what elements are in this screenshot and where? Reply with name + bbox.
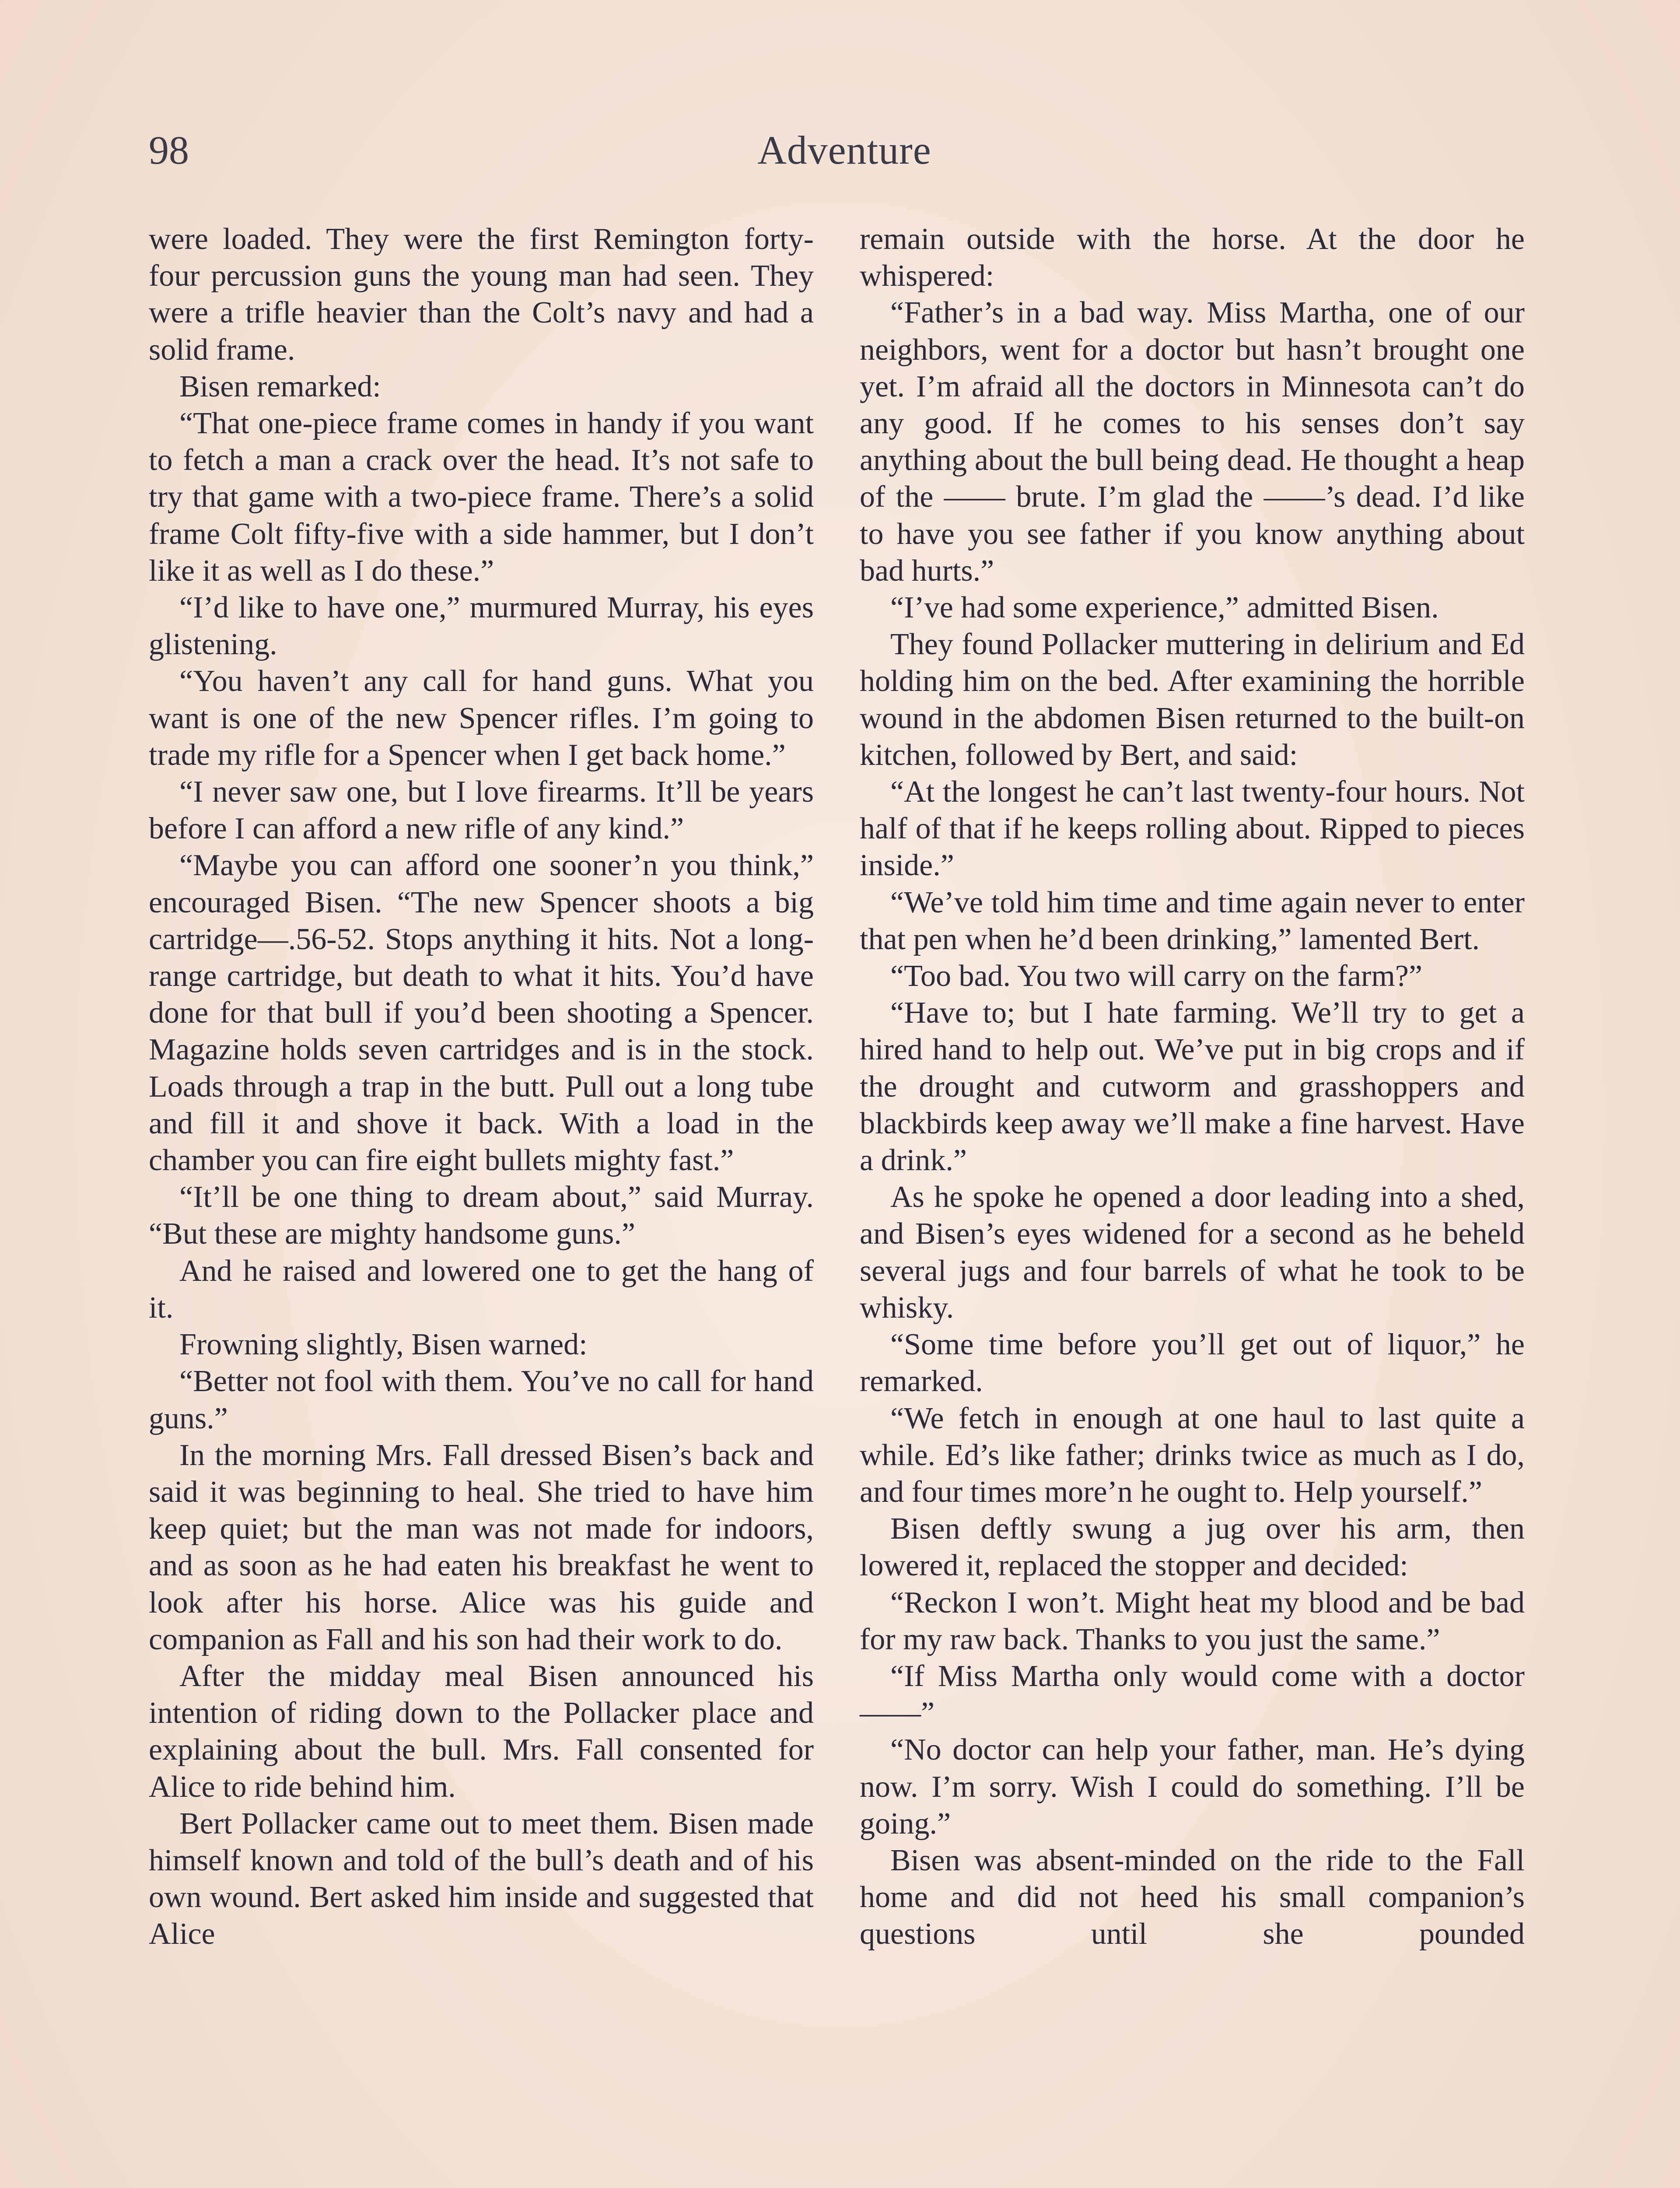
- paragraph: After the midday meal Bisen announced his intention of riding down to the Pollacker place and explaining about the bull. Mrs. Fall consented for Alice to ride behind him.: [149, 1659, 814, 1804]
- paragraph: “It’ll be one thing to dream about,” said Murray. “But these are mighty handsome guns.”: [149, 1180, 814, 1251]
- paragraph: “Maybe you can afford one sooner’n you think,” encouraged Bisen. “The new Spencer shoots a big cartridge—.56-52. Stops anything it hits. Not a long-range cartridge, but death to what it hits. You’d have done for that bull if you’d been shooting a Spencer. Magazine holds seven cartridges and is in the stock. Loads through a trap in the butt. Pull out a long tube and fill it and shove it back. With a load in the chamber you can fire eight bullets mighty fast.”: [149, 849, 814, 1178]
- paragraph: As he spoke he opened a door leading into a shed, and Bisen’s eyes widened for a second as he beheld several jugs and four barrels of what he took to be whisky.: [860, 1180, 1525, 1325]
- paragraph: “Father’s in a bad way. Miss Martha, one of our neighbors, went for a doctor but hasn’t brought one yet. I’m afraid all the doctors in Minnesota can’t do any good. If he comes to his senses don’t say anything about the bull being dead. He thought a heap of the —— brute. I’m glad the ——’s dead. I’d like to have you see father if you know anything about bad hurts.”: [860, 296, 1525, 588]
- paragraph: “Some time before you’ll get out of liquor,” he remarked.: [860, 1328, 1525, 1399]
- paragraph: “I never saw one, but I love firearms. It’ll be years before I can afford a new rifle of any kind.”: [149, 775, 814, 846]
- running-title: Adventure: [757, 128, 931, 172]
- paragraph: were loaded. They were the first Remington forty-four percussion guns the young man had seen. They were a trifle heavier than the Colt’s navy and had a solid frame.: [149, 222, 814, 367]
- paragraph: Frowning slightly, Bisen warned:: [179, 1328, 588, 1362]
- paragraph: “No doctor can help your father, man. He’s dying now. I’m sorry. Wish I could do something. I’ll be going.”: [860, 1733, 1525, 1841]
- paragraph: “Better not fool with them. You’ve no call for hand guns.”: [149, 1364, 814, 1435]
- paragraph: “Have to; but I hate farming. We’ll try to get a hired hand to help out. We’ve put in big crops and if the drought and cutworm and grasshoppers and blackbirds keep away we’ll make a fine harvest. Have a drink.”: [860, 996, 1525, 1178]
- paragraph: They found Pollacker muttering in delirium and Ed holding him on the bed. After examining the horrible wound in the abdomen Bisen returned to the built-on kitchen, followed by Bert, and said:: [860, 628, 1525, 772]
- paragraph: “Too bad. You two will carry on the farm?”: [890, 959, 1422, 993]
- page-number: 98: [149, 128, 189, 172]
- paragraph: And he raised and lowered one to get the hang of it.: [149, 1254, 814, 1325]
- paragraph: “We’ve told him time and time again never to enter that pen when he’d been drinking,” lamented Bert.: [860, 885, 1525, 956]
- paragraph: Bisen was absent-minded on the ride to the Fall home and did not heed his small companion’s questions until she pounded: [860, 1843, 1525, 1951]
- paragraph: “That one-piece frame comes in handy if you want to fetch a man a crack over the head. It’s not safe to try that game with a two-piece frame. There’s a solid frame Colt fifty-five with a side hammer, but I don’t like it as well as I do these.”: [149, 407, 814, 588]
- right-column: [860, 221, 1525, 1953]
- paragraph: “At the longest he can’t last twenty-four hours. Not half of that if he keeps rolling about. Ripped to pieces inside.”: [860, 775, 1525, 883]
- paragraph: “Reckon I won’t. Might heat my blood and be bad for my raw back. Thanks to you just the same.”: [860, 1585, 1525, 1656]
- paragraph: “If Miss Martha only would come with a doctor——”: [860, 1659, 1525, 1730]
- paragraph: “We fetch in enough at one haul to last quite a while. Ed’s like father; drinks twice as much as I do, and four times more’n he ought to. Help yourself.”: [860, 1401, 1525, 1509]
- paragraph: Bert Pollacker came out to meet them. Bisen made himself known and told of the bull’s death and of his own wound. Bert asked him inside and suggested that Alice: [149, 1806, 814, 1951]
- paragraph: “You haven’t any call for hand guns. What you want is one of the new Spencer rifles. I’m going to trade my rifle for a Spencer when I get back home.”: [149, 664, 814, 772]
- paragraph: “I’d like to have one,” murmured Murray, his eyes glistening.: [149, 591, 814, 662]
- paragraph: remain outside with the horse. At the door he whispered:: [860, 222, 1525, 293]
- paragraph: In the morning Mrs. Fall dressed Bisen’s back and said it was beginning to heal. She tried to have him keep quiet; but the man was not made for indoors, and as soon as he had eaten his breakfast he went to look after his horse. Alice was his guide and companion as Fall and his son had their work to do.: [149, 1438, 814, 1656]
- paragraph: Bisen deftly swung a jug over his arm, then lowered it, replaced the stopper and decided:: [860, 1512, 1525, 1583]
- page-header: [149, 127, 1540, 193]
- paragraph: “I’ve had some experience,” admitted Bisen.: [890, 591, 1439, 625]
- paragraph: Bisen remarked:: [179, 369, 381, 403]
- left-column: [149, 221, 814, 1953]
